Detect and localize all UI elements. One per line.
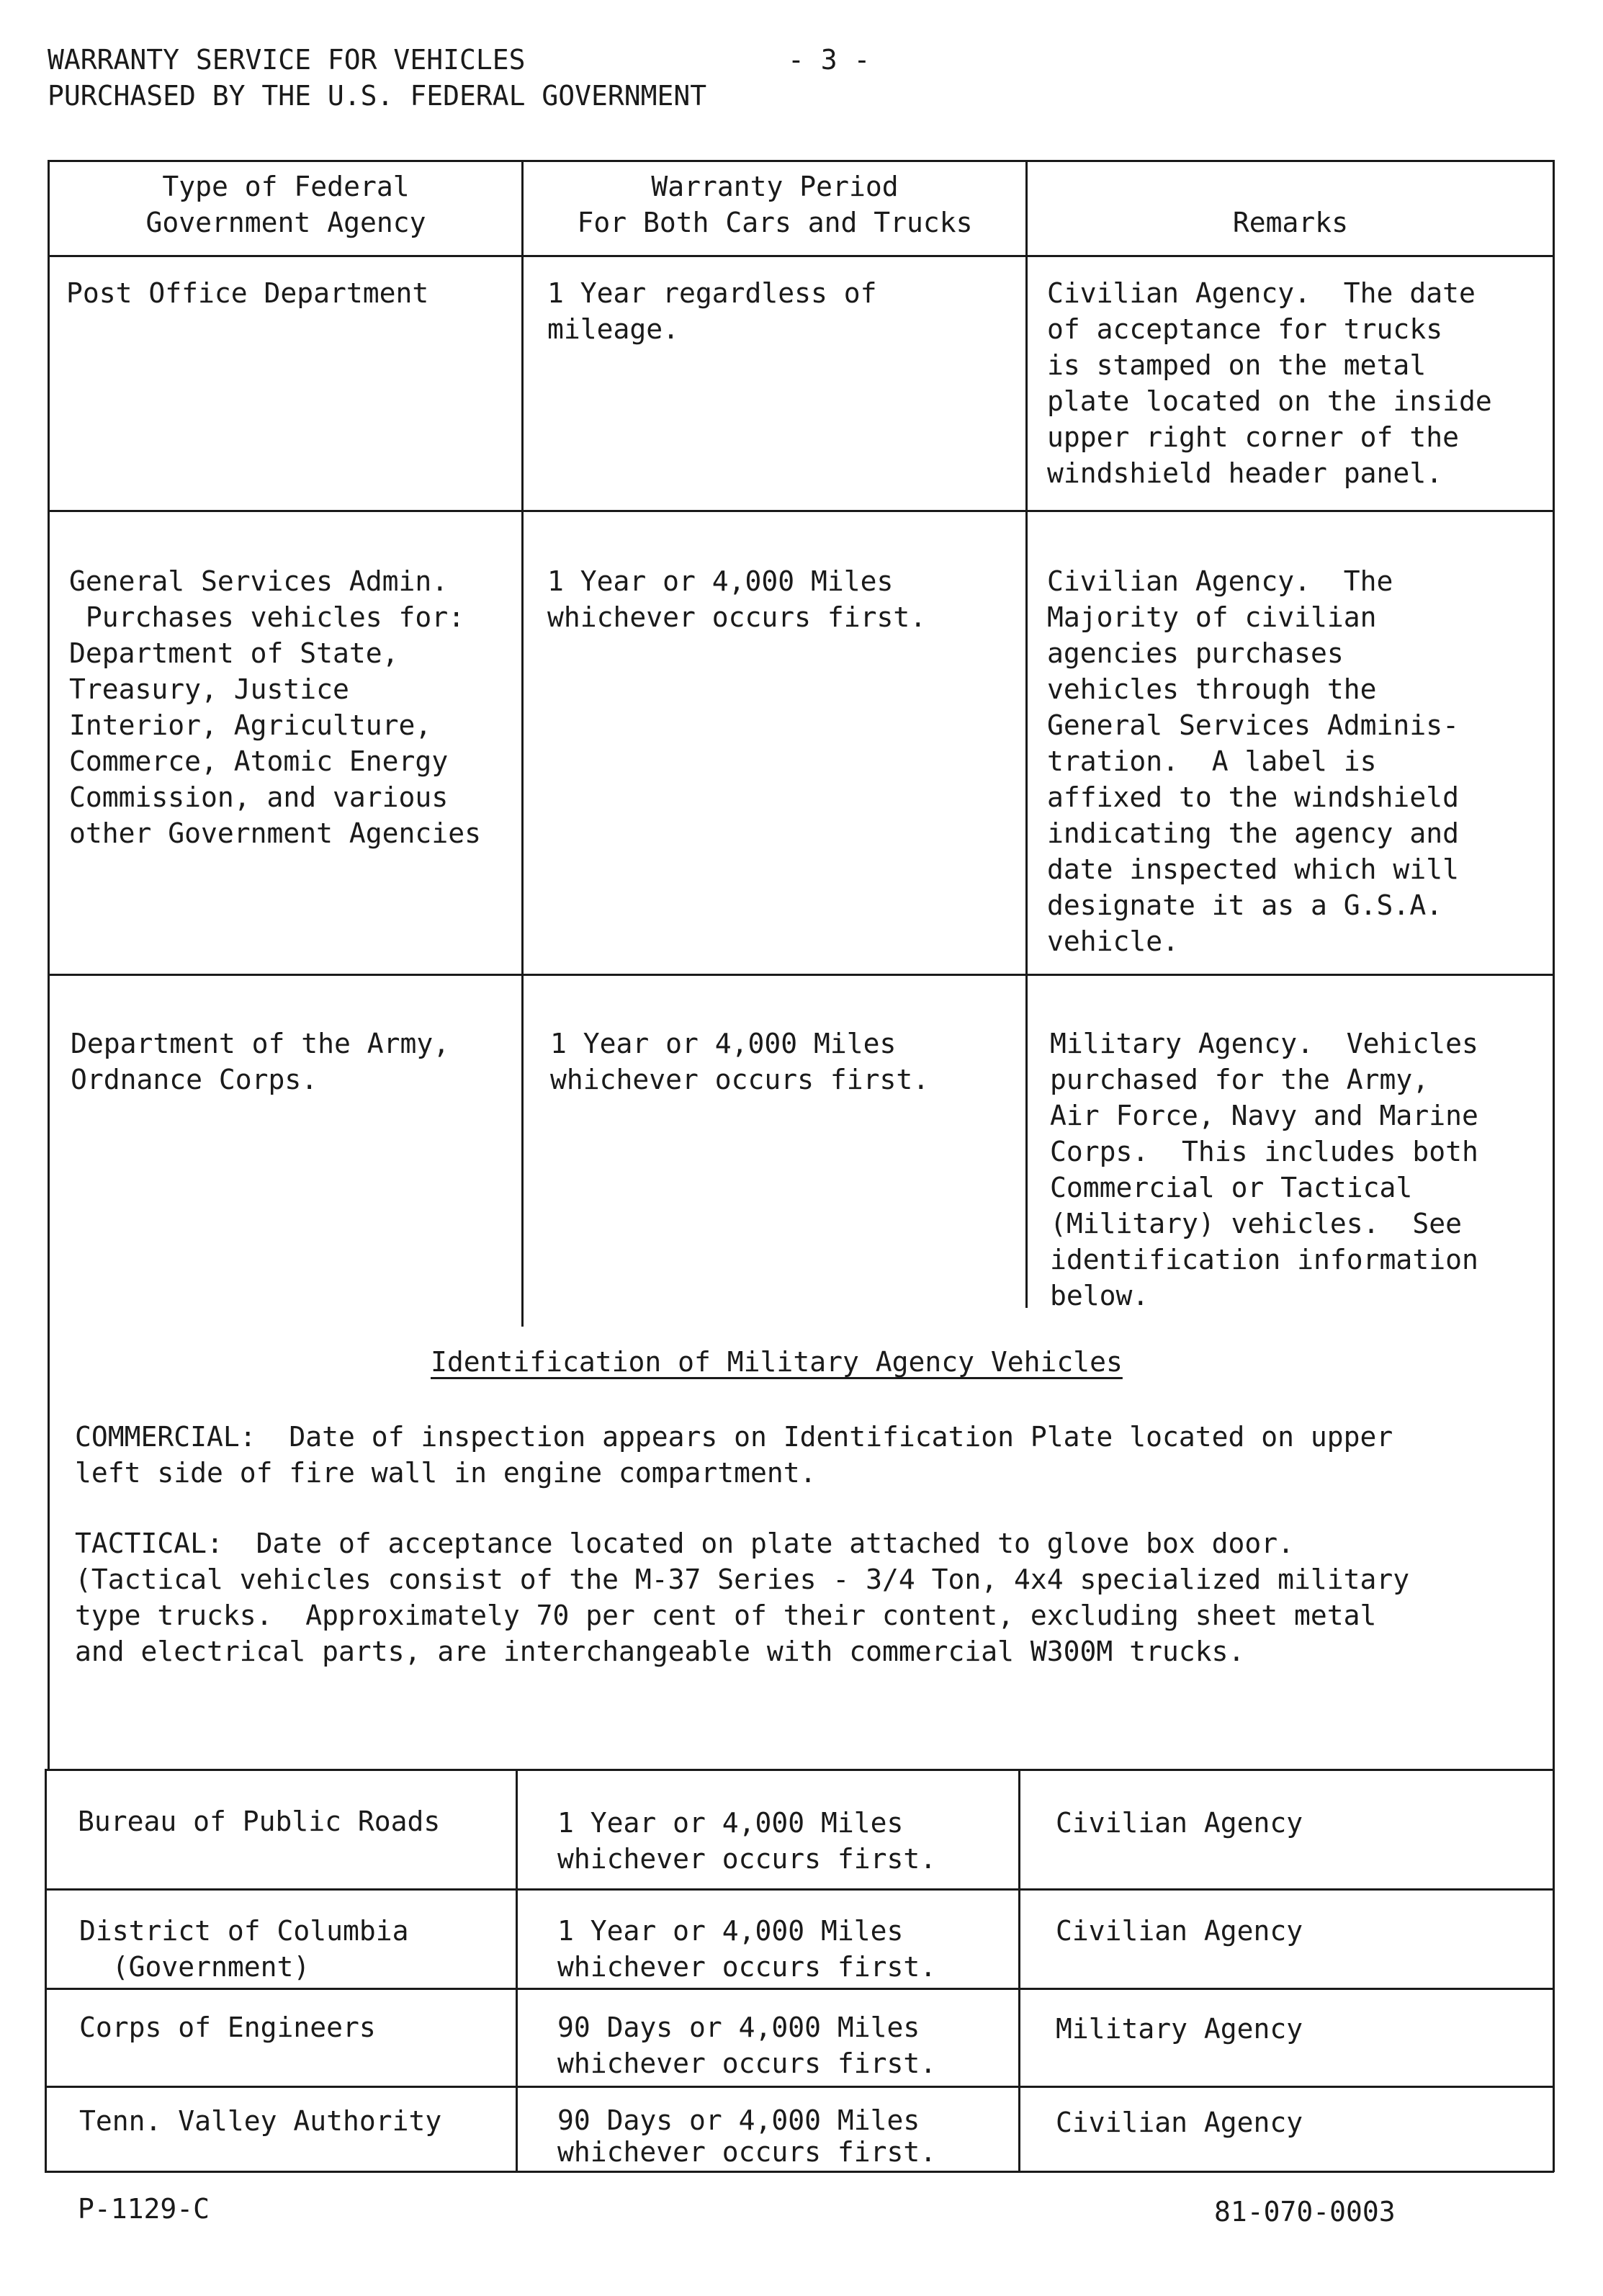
table-cell-period: 1 Year or 4,000 Miles whichever occurs first.: [547, 565, 927, 633]
table-cell-period: 1 Year or 4,000 Miles whichever occurs first.: [557, 1807, 937, 1875]
table-cell-period: 1 Year or 4,000 Miles whichever occurs first.: [550, 1028, 930, 1095]
table-cell-remarks: Civilian Agency: [1056, 2107, 1303, 2138]
table-cell-period: 1 Year regardless of mileage.: [547, 277, 877, 345]
table-cell-period: 1 Year or 4,000 Miles whichever occurs first.: [557, 1915, 937, 1983]
table-bottom-border: [45, 2171, 1554, 2173]
table-cell-agency: Tenn. Valley Authority: [79, 2105, 442, 2137]
table-cell-agency: Corps of Engineers: [79, 2012, 376, 2043]
table-cell-agency: District of Columbia (Government): [79, 1915, 409, 1983]
section-divider: [45, 1769, 1554, 1771]
table-cell-period: 90 Days or 4,000 Miles whichever occurs first.: [557, 2012, 937, 2079]
table-left-border: [48, 160, 50, 1770]
header-bottom-border: [48, 255, 1554, 257]
table-cell-remarks: Civilian Agency: [1056, 1915, 1303, 1947]
table-cell-remarks: Civilian Agency: [1056, 1807, 1303, 1839]
table-cell-remarks: Military Agency: [1056, 2013, 1303, 2045]
page-number: - 3 -: [788, 44, 871, 76]
table-left-border: [45, 1769, 47, 2172]
row-divider: [45, 1888, 1554, 1891]
footer-reference-number: 81-070-0003: [1214, 2196, 1396, 2228]
row-divider: [48, 974, 1554, 976]
column-header-warranty-period: Warranty Period For Both Cars and Trucks: [577, 171, 973, 238]
table-cell-agency: Bureau of Public Roads: [78, 1806, 441, 1837]
identification-heading: Identification of Military Agency Vehicles: [431, 1346, 1123, 1378]
table-right-border: [1553, 160, 1555, 2172]
row-divider: [45, 2086, 1554, 2088]
column-divider: [1025, 160, 1028, 1308]
identification-tactical: TACTICAL: Date of acceptance located on plate attached to glove box door. (Tactical vehicles consist of the M-37 Series - 3/4 Ton, 4x4 specialized military type trucks. Approximately 70 per cent of their content, excluding sheet metal and electrical parts, are interchangeable with commercial W300M trucks.: [75, 1528, 1410, 1667]
column-header-remarks: Remarks: [1232, 207, 1349, 238]
table-top-border: [48, 160, 1554, 162]
column-divider: [516, 1769, 518, 2172]
column-divider: [1018, 1769, 1020, 2172]
table-cell-remarks: Military Agency. Vehicles purchased for the Army, Air Force, Navy and Marine Corps. This includes both Commercial or Tactical (Military) vehicles. See identification information below.: [1050, 1028, 1478, 1311]
table-cell-remarks: Civilian Agency. The date of acceptance for trucks is stamped on the metal plate located on the inside upper right corner of the windshield header panel.: [1047, 277, 1492, 489]
identification-commercial: COMMERCIAL: Date of inspection appears on Identification Plate located on upper left side of fire wall in engine compartment.: [75, 1421, 1393, 1489]
table-cell-period: 90 Days or 4,000 Miles whichever occurs first.: [557, 2104, 937, 2168]
footer-document-code: P-1129-C: [78, 2193, 210, 2225]
column-divider: [521, 160, 524, 1327]
table-cell-remarks: Civilian Agency. The Majority of civilian agencies purchases vehicles through the General Services Adminis- tration. A label is affixed to the windshield indicating the agency and date inspected which will designate it as a G.S.A. vehicle.: [1047, 565, 1459, 957]
table-cell-agency: Post Office Department: [66, 277, 429, 309]
document-title-line2: PURCHASED BY THE U.S. FEDERAL GOVERNMENT: [48, 80, 707, 112]
column-header-agency: Type of Federal Government Agency: [145, 171, 426, 238]
document-title-line1: WARRANTY SERVICE FOR VEHICLES: [48, 44, 526, 76]
table-cell-agency: General Services Admin. Purchases vehicles for: Department of State, Treasury, Justice Interior, Agriculture, Commerce, Atomic Energy Commission, and various other Government Agencies: [69, 565, 481, 849]
row-divider: [45, 1988, 1554, 1990]
row-divider: [48, 510, 1554, 512]
table-cell-agency: Department of the Army, Ordnance Corps.: [71, 1028, 450, 1095]
